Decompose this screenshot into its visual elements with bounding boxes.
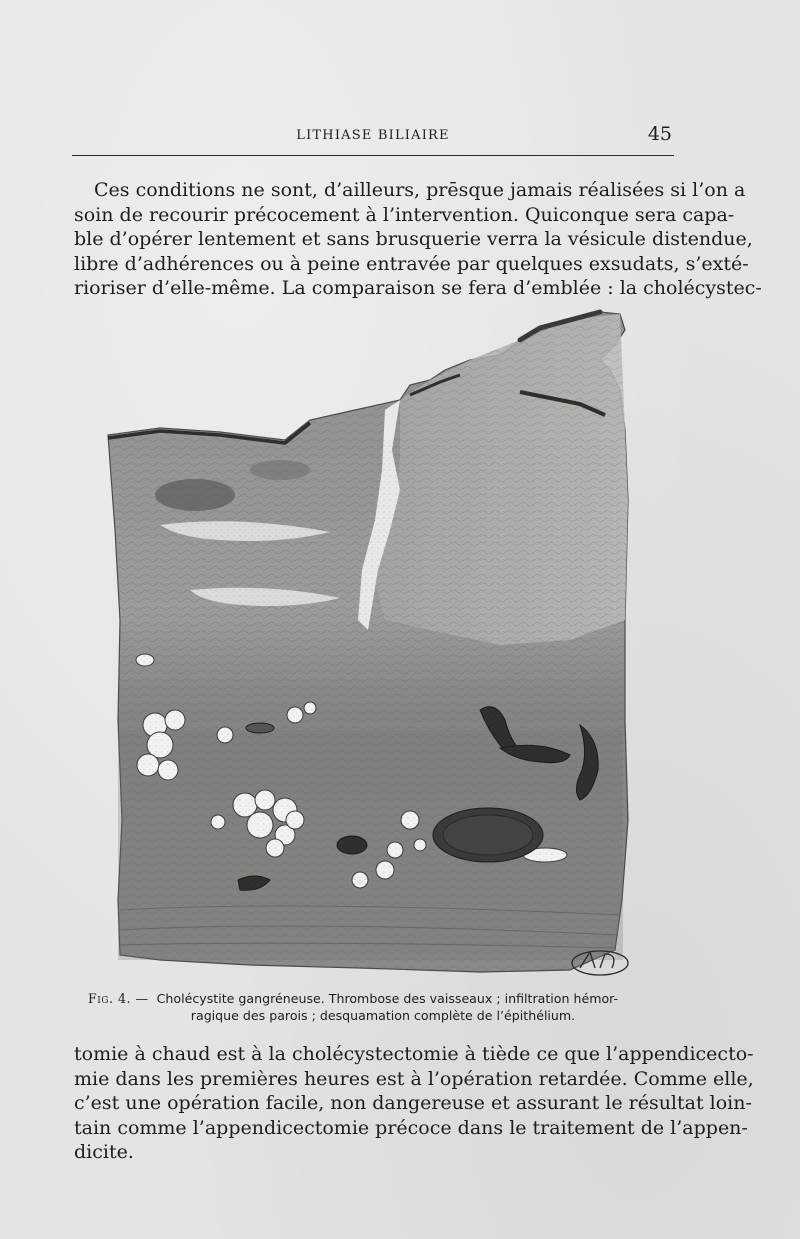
text-line: rioriser d’elle-même. La comparaison se fera d’emblée : la cholécystec-	[74, 277, 762, 299]
histology-figure	[100, 300, 645, 985]
caption-line-1	[88, 990, 678, 1007]
running-head	[72, 120, 674, 156]
paragraph-top	[74, 178, 762, 301]
running-title: LITHIASE BILIAIRE	[296, 128, 450, 143]
text-line: ble d’opérer lentement et sans brusquerie verra la vésicule distendue,	[74, 228, 753, 250]
figure-label: Fig. 4. —	[88, 991, 149, 1006]
text-line: libre d’adhérences ou à peine entravée par quelques exsudats, s’exté-	[74, 252, 749, 275]
text-line: soin de recourir précocement à l’intervention. Quiconque sera capa-	[74, 203, 735, 226]
histology-illustration	[100, 300, 645, 985]
text-line: Ces conditions ne sont, d’ailleurs, prēsque jamais réalisées si l’on a	[94, 179, 746, 201]
text-line: tomie à chaud est à la cholécystectomie à tiède ce que l’appendicecto-	[74, 1043, 754, 1065]
text-line: tain comme l’appendicectomie précoce dans le traitement de l’appen-	[74, 1116, 748, 1139]
text-line: c’est une opération facile, non dangereuse et assurant le résultat loin-	[74, 1092, 752, 1114]
page-number: 45	[647, 123, 672, 145]
header-rule	[72, 155, 674, 156]
text-line: dicite.	[74, 1141, 134, 1163]
text-line: mie dans les premières heures est à l’opération retardée. Comme elle,	[74, 1067, 754, 1090]
paragraph-bottom	[74, 1042, 754, 1165]
figure-caption	[88, 990, 678, 1024]
caption-line-2: ragique des parois ; desquamation complète de l’épithélium.	[190, 1008, 576, 1023]
caption-text: Cholécystite gangréneuse. Thrombose des vaisseaux ; infiltration hémor-	[156, 991, 619, 1006]
